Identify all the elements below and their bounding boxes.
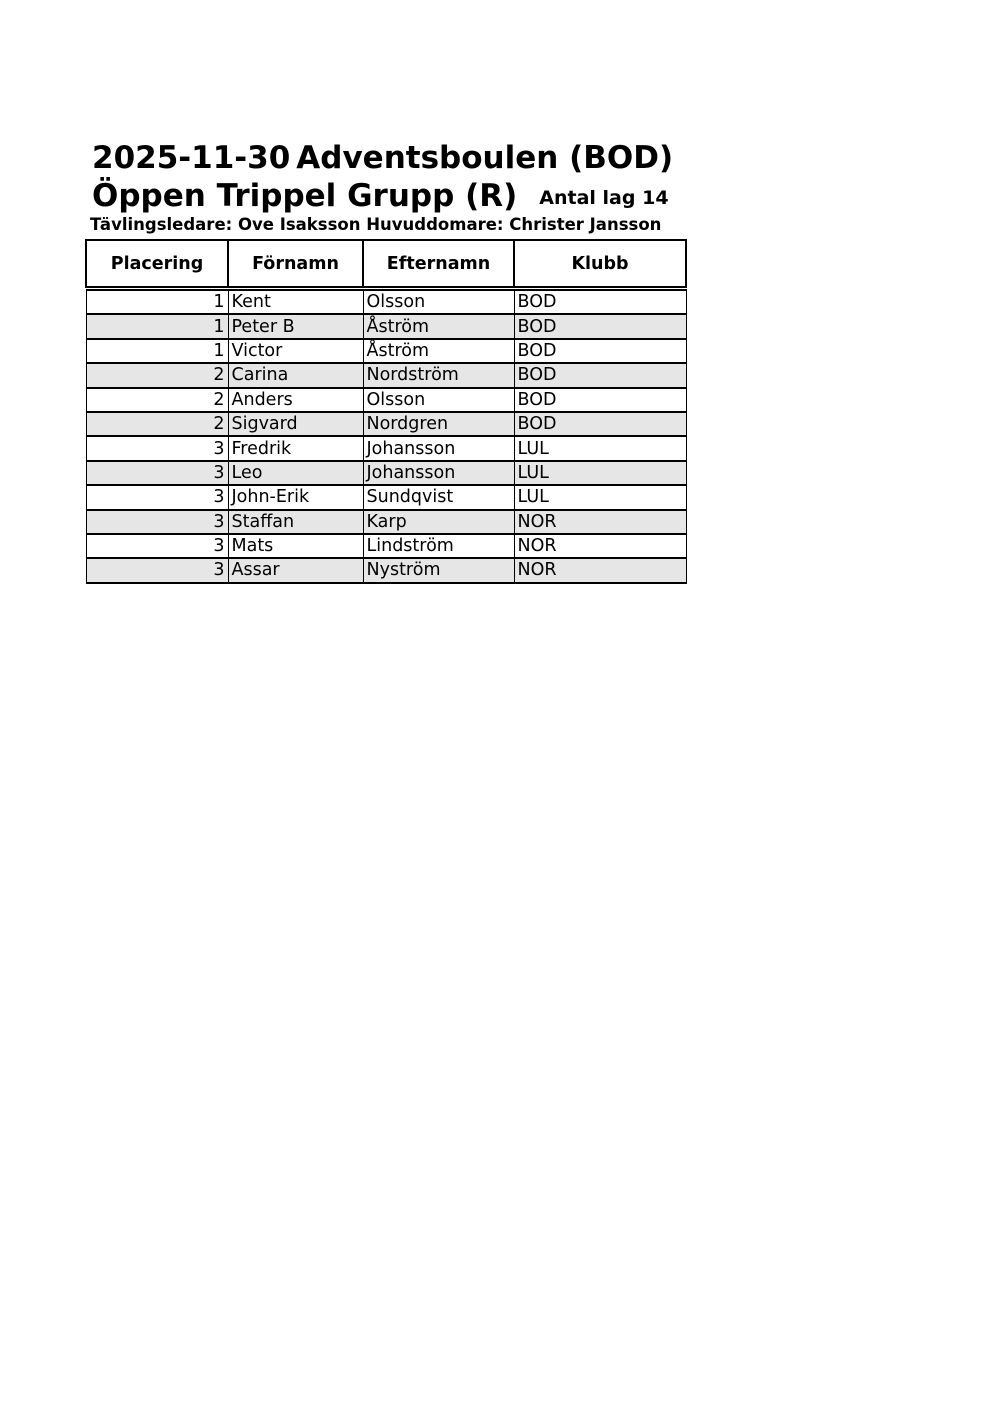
first-name-cell: Leo: [228, 461, 363, 485]
club-cell: NOR: [514, 510, 686, 534]
first-name-cell: Kent: [228, 290, 363, 314]
class-name: Öppen Trippel Grupp (R): [92, 178, 518, 214]
club-cell: BOD: [514, 339, 686, 363]
table-row: [86, 314, 686, 338]
table-row: [86, 510, 686, 534]
column-header-placement: Placering: [86, 240, 228, 287]
placement-cell: 2: [86, 388, 228, 412]
placement-cell: 2: [86, 363, 228, 387]
subtitle-line: [92, 176, 669, 218]
last-name-cell: Olsson: [363, 388, 514, 412]
first-name-cell: Peter B: [228, 314, 363, 338]
first-name-cell: Victor: [228, 339, 363, 363]
first-name-cell: Carina: [228, 363, 363, 387]
placement-cell: 3: [86, 485, 228, 509]
club-cell: BOD: [514, 412, 686, 436]
first-name-cell: Sigvard: [228, 412, 363, 436]
title-line: [92, 138, 673, 178]
last-name-cell: Lindström: [363, 534, 514, 558]
table-row: [86, 461, 686, 485]
column-header-first-name: Förnamn: [228, 240, 363, 287]
placement-cell: 3: [86, 510, 228, 534]
last-name-cell: Johansson: [363, 436, 514, 460]
last-name-cell: Nordström: [363, 363, 514, 387]
last-name-cell: Sundqvist: [363, 485, 514, 509]
last-name-cell: Olsson: [363, 290, 514, 314]
placement-cell: 1: [86, 290, 228, 314]
club-cell: NOR: [514, 534, 686, 558]
first-name-cell: Staffan: [228, 510, 363, 534]
club-cell: BOD: [514, 363, 686, 387]
header-row: [86, 240, 686, 287]
first-name-cell: Assar: [228, 558, 363, 582]
team-count: Antal lag 14: [539, 187, 669, 209]
club-cell: BOD: [514, 290, 686, 314]
club-cell: BOD: [514, 388, 686, 412]
placement-cell: 3: [86, 461, 228, 485]
table-row: [86, 388, 686, 412]
club-cell: BOD: [514, 314, 686, 338]
table-row: [86, 485, 686, 509]
table-row: [86, 412, 686, 436]
placement-cell: 3: [86, 534, 228, 558]
event-name: Adventsboulen (BOD): [296, 140, 674, 176]
first-name-cell: Anders: [228, 388, 363, 412]
competition-date: 2025-11-30: [92, 140, 291, 176]
last-name-cell: Karp: [363, 510, 514, 534]
club-cell: LUL: [514, 461, 686, 485]
placement-cell: 3: [86, 558, 228, 582]
last-name-cell: Åström: [363, 314, 514, 338]
table-row: [86, 339, 686, 363]
column-header-club: Klubb: [514, 240, 686, 287]
placement-cell: 2: [86, 412, 228, 436]
first-name-cell: Mats: [228, 534, 363, 558]
first-name-cell: Fredrik: [228, 436, 363, 460]
last-name-cell: Åström: [363, 339, 514, 363]
placement-cell: 1: [86, 314, 228, 338]
table-row: [86, 534, 686, 558]
table-row: [86, 290, 686, 314]
last-name-cell: Nyström: [363, 558, 514, 582]
results-table: [85, 239, 687, 584]
last-name-cell: Nordgren: [363, 412, 514, 436]
club-cell: NOR: [514, 558, 686, 582]
officials-line: Tävlingsledare: Ove Isaksson Huvuddomare: Christer Jansson: [90, 215, 662, 234]
placement-cell: 1: [86, 339, 228, 363]
table-row: [86, 363, 686, 387]
table-row: [86, 436, 686, 460]
last-name-cell: Johansson: [363, 461, 514, 485]
table-row: [86, 558, 686, 582]
first-name-cell: John-Erik: [228, 485, 363, 509]
club-cell: LUL: [514, 485, 686, 509]
placement-cell: 3: [86, 436, 228, 460]
column-header-last-name: Efternamn: [363, 240, 514, 287]
club-cell: LUL: [514, 436, 686, 460]
